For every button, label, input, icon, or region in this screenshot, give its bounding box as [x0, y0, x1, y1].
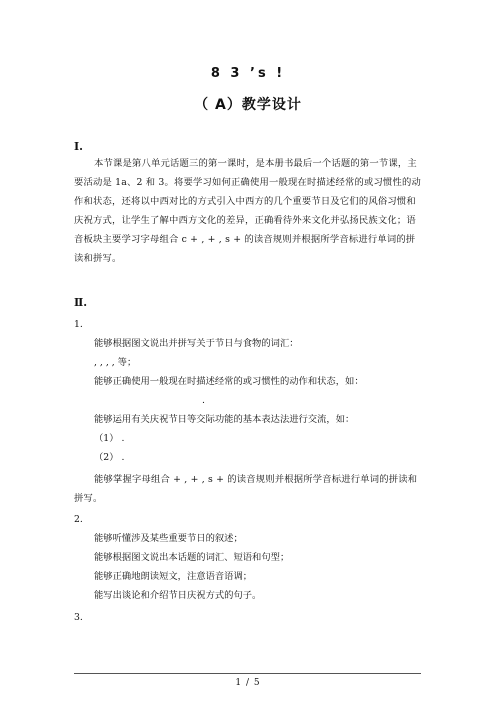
item-2-line-4: 能写出谈论和介绍节日庆祝方式的句子。 [94, 590, 262, 601]
item-1-phonics-text: 能够掌握字母组合 + , + , s + 的读音规则并根据所学音标进行单词的拼读和拼写。 [74, 474, 418, 504]
section-2-heading: Ⅱ. [74, 296, 88, 309]
lesson-subtitle: （ A）教学设计 [194, 97, 302, 113]
footer-divider [74, 673, 421, 674]
item-1-line-5: 能够运用有关庆祝节日等交际功能的基本表达法进行交流，如： [94, 414, 355, 425]
item-2-label: 2. [74, 514, 83, 525]
item-2-line-2: 能够根据图文说出本话题的词汇、短语和句型； [94, 552, 290, 563]
item-1-label: 1. [74, 319, 83, 330]
item-1-phonics-paragraph [74, 470, 424, 508]
lesson-title: 8 3 ’s ! [210, 66, 286, 81]
item-1-line-1: 能够根据图文说出并拼写关于节日与食物的词汇： [94, 338, 299, 349]
item-3-label: 3. [74, 612, 83, 623]
item-1-line-4: . [202, 395, 205, 406]
item-2-line-1: 能够听懂涉及某些重要节日的叙述； [94, 533, 243, 544]
item-1-line-7: （2） . [94, 452, 125, 463]
item-2-line-3: 能够正确地朗读短文，注意语音语调； [94, 571, 253, 582]
section-1-paragraph [74, 154, 424, 268]
section-1-heading: Ⅰ. [74, 140, 83, 153]
section-1-text: 本节课是第八单元话题三的第一课时，是本册书最后一个话题的第一节课，主要活动是 1a、2 和 3。将要学习如何正确使用一般现在时描述经常的或习惯性的动作和状态，还将以中西对比的方式引入中西方的几个重要节日及它们的风俗习惯和庆祝方式，让学生了解中西方文化的差异，正确看待外来文化并弘扬民族文化；语音板块主要学习字母组合 c + , + , s + 的读音规则并根据所学音标进行单词的拼读和拼写。 [74, 158, 421, 264]
item-1-line-2: , , , , 等； [94, 357, 137, 368]
item-1-line-3: 能够正确使用一般现在时描述经常的或习惯性的动作和状态，如： [94, 376, 364, 387]
item-1-line-6: （1） . [94, 433, 125, 444]
page-number: 1 / 5 [235, 678, 261, 688]
